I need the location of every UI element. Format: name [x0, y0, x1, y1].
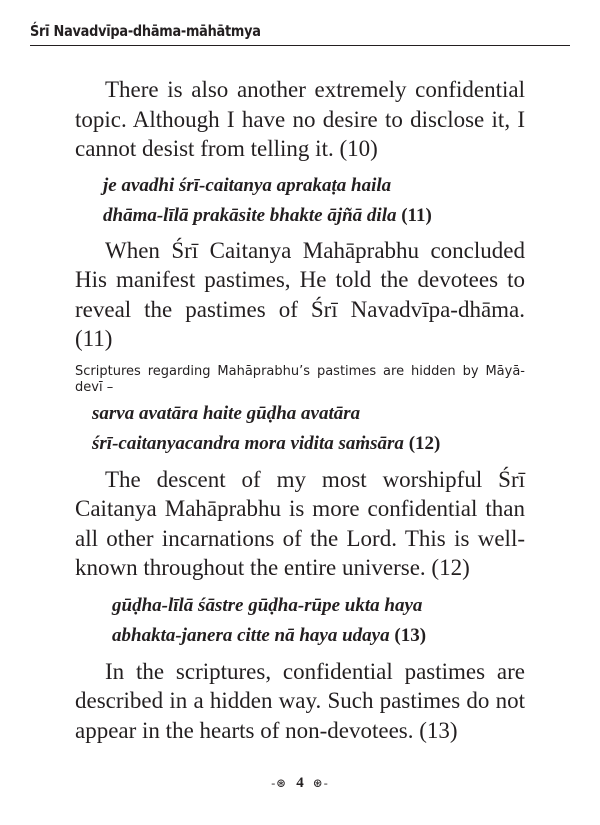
verse-13	[112, 591, 525, 651]
verse-12-line-1: sarva avatāra haite gūḍha avatāra	[92, 402, 361, 424]
verse-11	[103, 171, 525, 231]
footer-ornament-left-icon: -⊛	[271, 776, 288, 790]
page-footer	[0, 775, 600, 792]
verse-12-number: (12)	[408, 432, 441, 454]
verse-11-line-1: je avadhi śrī-caitanya aprakaṭa haila	[103, 174, 392, 196]
verse-13-line-1: gūḍha-līlā śāstre gūḍha-rūpe ukta haya	[112, 594, 423, 616]
paragraph-11	[75, 236, 525, 354]
verse-12-line-2	[92, 429, 525, 459]
verse-12	[92, 399, 525, 459]
page-number: 4	[296, 775, 304, 791]
running-head: Śrī Navadvīpa-dhāma-māhātmya	[30, 22, 261, 40]
paragraph-11-text: When Śrī Caitanya Mahāprabhu concluded His manifest pastimes, He told the devotees to reveal the pastimes of Śrī Navadvīpa-dhāma. (11)	[75, 237, 525, 351]
paragraph-12	[75, 465, 525, 583]
paragraph-13	[75, 657, 525, 746]
verse-11-line-2	[103, 201, 525, 231]
paragraph-12-text: The descent of my most worshipful Śrī Caitanya Mahāprabhu is more confidential than all other incarnations of the Lord. This is well-known throughout the entire universe. (12)	[75, 466, 525, 580]
verse-11-number: (11)	[401, 204, 432, 226]
verse-13-line-2	[112, 621, 525, 651]
paragraph-10	[75, 75, 525, 164]
verse-13-line-2-text: abhakta-janera citte nā haya udaya	[112, 624, 390, 646]
verse-13-number: (13)	[394, 624, 427, 646]
header-rule	[30, 45, 570, 46]
footer-ornament-right-icon: ⊛-	[312, 776, 329, 790]
section-note: Scriptures regarding Mahāprabhu’s pastimes are hidden by Māyā-devī –	[75, 363, 525, 395]
paragraph-13-text: In the scriptures, confidential pastimes are described in a hidden way. Such pastimes do not appear in the hearts of non-devotees. (13)	[75, 658, 525, 743]
verse-12-line-2-text: śrī-caitanyacandra mora vidita saṁsāra	[92, 432, 404, 454]
verse-11-line-2-text: dhāma-līlā prakāsite bhakte ājñā dila	[103, 204, 397, 226]
paragraph-10-text: There is also another extremely confidential topic. Although I have no desire to disclose it, I cannot desist from telling it. (10)	[75, 77, 525, 161]
page-body	[75, 75, 525, 745]
